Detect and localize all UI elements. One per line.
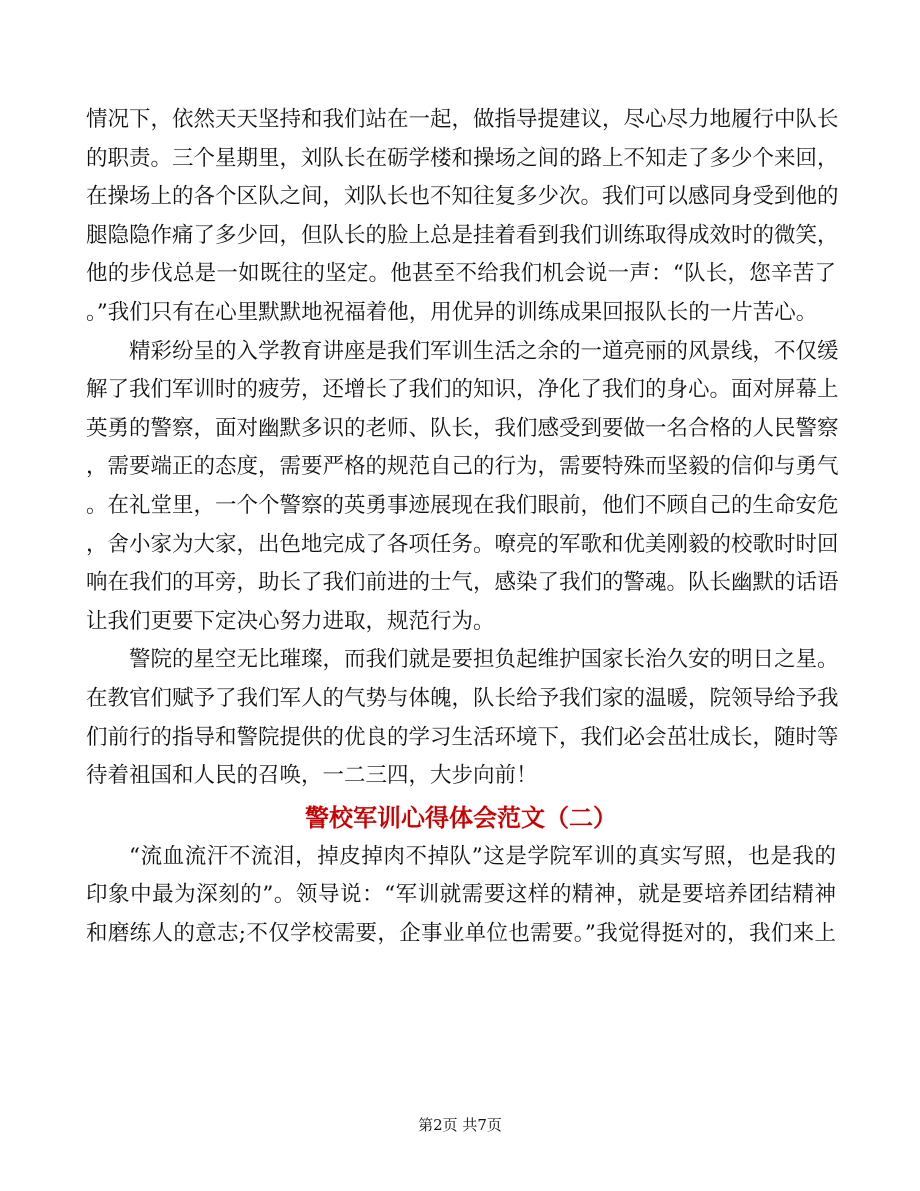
text-line: 在操场上的各个区队之间，刘队长也不知往复多少次。我们可以感同身受到他的 bbox=[86, 184, 839, 210]
text-line: 警院的星空无比璀璨，而我们就是要担负起维护国家长治久安的明日之星。 bbox=[129, 647, 839, 673]
text-line: 印象中最为深刻的”。领导说：“军训就需要这样的精神，就是要培养团结精神 bbox=[86, 882, 836, 908]
text-line: “流血流汗不流泪，掉皮掉肉不掉队”这是学院军训的真实写照，也是我的 bbox=[129, 843, 836, 869]
page-number: 第2页 共7页 bbox=[418, 1116, 502, 1134]
text-line: ，需要端正的态度，需要严格的规范自己的行为，需要特殊而坚毅的信仰与勇气 bbox=[86, 454, 839, 480]
text-line: 在教官们赋予了我们军人的气势与体魄，队长给予我们家的温暖，院领导给予我 bbox=[86, 685, 839, 711]
text-line: 的职责。三个星期里，刘队长在砺学楼和操场之间的路上不知走了多少个来回， bbox=[86, 145, 839, 171]
text-line: 们前行的指导和警院提供的优良的学习生活环境下，我们必会茁壮成长，随时等 bbox=[86, 724, 839, 750]
text-line: 精彩纷呈的入学教育讲座是我们军训生活之余的一道亮丽的风景线，不仅缓 bbox=[129, 338, 839, 364]
section-title: 警校军训心得体会范文（二） bbox=[305, 802, 617, 832]
text-line: 。在礼堂里，一个个警察的英勇事迹展现在我们眼前，他们不顾自己的生命安危 bbox=[86, 492, 839, 518]
text-line: 英勇的警察，面对幽默多识的老师、队长，我们感受到要做一名合格的人民警察 bbox=[86, 415, 839, 441]
paragraph-4 bbox=[86, 838, 836, 954]
text-line: 。”我们只有在心里默默地祝福着他，用优异的训练成果回报队长的一片苦心。 bbox=[86, 299, 818, 325]
document-body bbox=[86, 101, 839, 953]
text-line: 情况下，依然天天坚持和我们站在一起，做指导提建议，尽心尽力地履行中队长 bbox=[86, 107, 839, 132]
paragraph-1 bbox=[86, 101, 839, 333]
paragraph-3 bbox=[86, 641, 839, 795]
paragraph-2 bbox=[86, 333, 839, 642]
text-line: 响在我们的耳旁，助长了我们前进的士气，感染了我们的警魂。队长幽默的话语 bbox=[86, 570, 839, 596]
text-line: 和磨练人的意志;不仅学校需要，企事业单位也需要。”我觉得挺对的，我们来上 bbox=[86, 920, 836, 946]
text-line: 待着祖国和人民的召唤，一二三四，大步向前！ bbox=[86, 763, 538, 789]
text-line: ，舍小家为大家，出色地完成了各项任务。嘹亮的军歌和优美刚毅的校歌时时回 bbox=[86, 531, 839, 557]
text-line: 让我们更要下定决心努力进取，规范行为。 bbox=[86, 608, 495, 634]
text-line: 他的步伐总是一如既往的坚定。他甚至不给我们机会说一声：“队长，您辛苦了 bbox=[86, 261, 836, 287]
text-line: 腿隐隐作痛了多少回，但队长的脸上总是挂着看到我们训练取得成效时的微笑， bbox=[86, 222, 839, 248]
text-line: 解了我们军训时的疲劳，还增长了我们的知识，净化了我们的身心。面对屏幕上 bbox=[86, 377, 839, 403]
